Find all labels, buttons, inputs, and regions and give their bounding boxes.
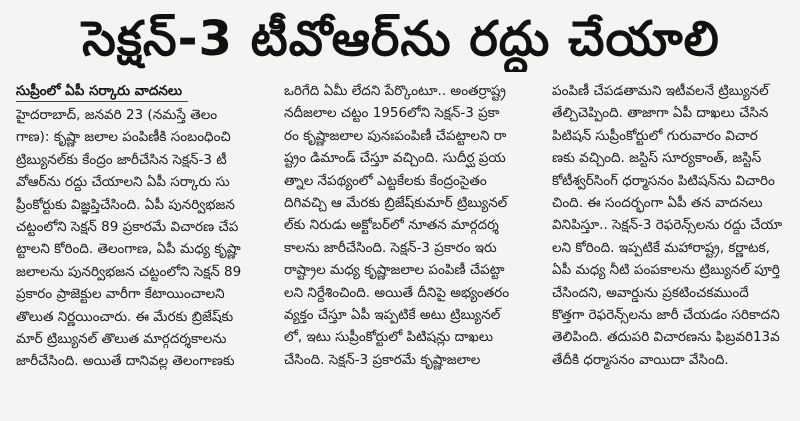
text-line: నదీజలాల చట్టం 1956లోని సెక్షన్-3 ప్రకా <box>284 105 500 122</box>
headline: సెక్షన్-3 టీవోఆర్‌ను రద్దు చేయాలి <box>82 11 720 67</box>
text-line: ప్రకారం ప్రాజెక్టుల వారీగా కేటాయించాలని <box>16 286 225 303</box>
text-line: ఒరిగేది ఏమీ లేదని పేర్కొంటూ.. అంతర్రాష్ట్ర <box>284 83 506 99</box>
text-line: తేల్చిచెప్పింది. తాజాగా ఏపీ దాఖలు చేసిన <box>552 105 769 122</box>
text-line: దిగివచ్చి ఆ మేరకు బ్రిజేష్‌కుమార్ ట్రిబ్యునల్ <box>284 194 508 211</box>
text-line: రం కృష్ణాజలాల పునఃపంపిణీ చేపట్టాలని రా <box>284 127 507 144</box>
subheading: సుప్రీంలో ఏపీ సర్కారు వాదనలు <box>16 81 188 102</box>
text-line: వోఆర్‌ను రద్దు చేయాలని ఏపీ సర్కారు సు <box>16 174 230 191</box>
text-line: ష్ట్రం డిమాండ్ చేస్తూ వచ్చింది. సుదీర్ఘ ప్రయ <box>284 150 506 167</box>
text-line: హైదరాబాద్, జనవరి 23 (నమస్తే తెలం <box>16 107 218 123</box>
text-line: ఏపీ మధ్య నీటి పంపకాలను ట్రిబ్యునల్ పూర్తి <box>552 262 780 279</box>
text-line: తేదీకి ధర్మాసనం వాయిదా వేసింది. <box>552 351 729 368</box>
text-line: లో, ఇటు సుప్రీంకోర్టులో పిటిషన్లు దాఖలు <box>284 329 494 346</box>
text-line: తెలిపింది. తదుపరి విచారణను ఫిబ్రవరి13వ <box>552 329 780 346</box>
text-line: కాలను జారీచేసింది. సెక్షన్-3 ప్రకారం ఇరు <box>284 239 497 256</box>
text-line: ప్రీంకోర్టుకు విజ్ఞప్తిచేసింది. ఏపీ పునర్విభజన <box>16 196 235 213</box>
text-line: రాష్ట్రాల మధ్య కృష్ణాజలాల పంపిణీ చేపట్టా <box>284 262 505 279</box>
text-line: పంపిణీ చేపడతామని ఇటీవలనే ట్రిబ్యునల్ <box>552 83 769 99</box>
text-line: గాణ): కృష్ణా జలాల పంపిణీకి సంబంధించి <box>16 129 231 146</box>
text-line: ణకు వచ్చింది. జస్టిస్ సూర్యకాంత్, జస్టిస్ <box>552 150 762 167</box>
text-line: చట్టంలోని సెక్షన్ 89 ప్రకారమే విచారణ చేప <box>16 218 239 235</box>
text-line: తొలుత నిర్ణయించారు. ఈ మేరకు బ్రిజేష్‌కు <box>16 308 234 325</box>
text-line: ట్టాలని కోరింది. తెలంగాణ, ఏపీ మధ్య కృష్ణా <box>16 241 241 258</box>
text-line: లని నిర్దేశించింది. అయితే దీనిపై అభ్యంతరం <box>284 284 510 301</box>
text-line: వినిపిస్తూ.. సెక్షన్-3 రెఫరెన్స్‌లను రద్దు చేయా <box>552 217 783 234</box>
text-line: ల్‌కు నిరుడు అక్టోబర్‌లో నూతన మార్గదర్శ <box>284 217 499 234</box>
article-body <box>16 80 786 373</box>
text-line: జలాలను పునర్విభజన చట్టంలోని సెక్షన్ 89 <box>16 263 242 280</box>
column-3 <box>552 80 800 373</box>
column-2 <box>284 80 538 373</box>
text-line: కోటీశ్వర్‌సింగ్ ధర్మాసనం పిటిషన్‌ను విచారిం <box>552 172 775 189</box>
text-line: చేసింది. సెక్షన్-3 ప్రకారమే కృష్ణాజలాల <box>284 351 481 368</box>
text-line: పిటిషన్ సుప్రీంకోర్టులో గురువారం విచార <box>552 127 758 144</box>
text-line: చేసిందని, అవార్డును ప్రకటించకముందే <box>552 284 749 301</box>
text-line: జారీచేసింది. అయితే దానివల్ల తెలంగాణకు <box>16 353 235 370</box>
text-line: త్నాల నేపథ్యంలో ఎట్టకేలకు కేంద్రంసైతం <box>284 172 487 189</box>
text-line: కొత్తగా రెఫరెన్స్‌లను జారీ చేయడం సరికాదని <box>552 306 780 323</box>
text-line: లని కోరింది. ఇప్పటికే మహారాష్ట్ర, కర్ణాటక, <box>552 239 770 256</box>
text-line: చింది. ఈ సందర్భంగా ఏపీ తన వాదనలు <box>552 194 763 211</box>
text-line: మార్ ట్రిబ్యునల్ తొలుత మార్గదర్శకాలను <box>16 330 227 347</box>
text-line: ట్రిబ్యునల్‌కు కేంద్రం జారీచేసిన సెక్షన్-3 టీ <box>16 151 227 168</box>
column-1 <box>16 80 270 373</box>
text-line: వ్యక్తం చేస్తూ ఏపీ ఇప్పటికే అటు ట్రిబ్యునల్ <box>284 306 501 323</box>
